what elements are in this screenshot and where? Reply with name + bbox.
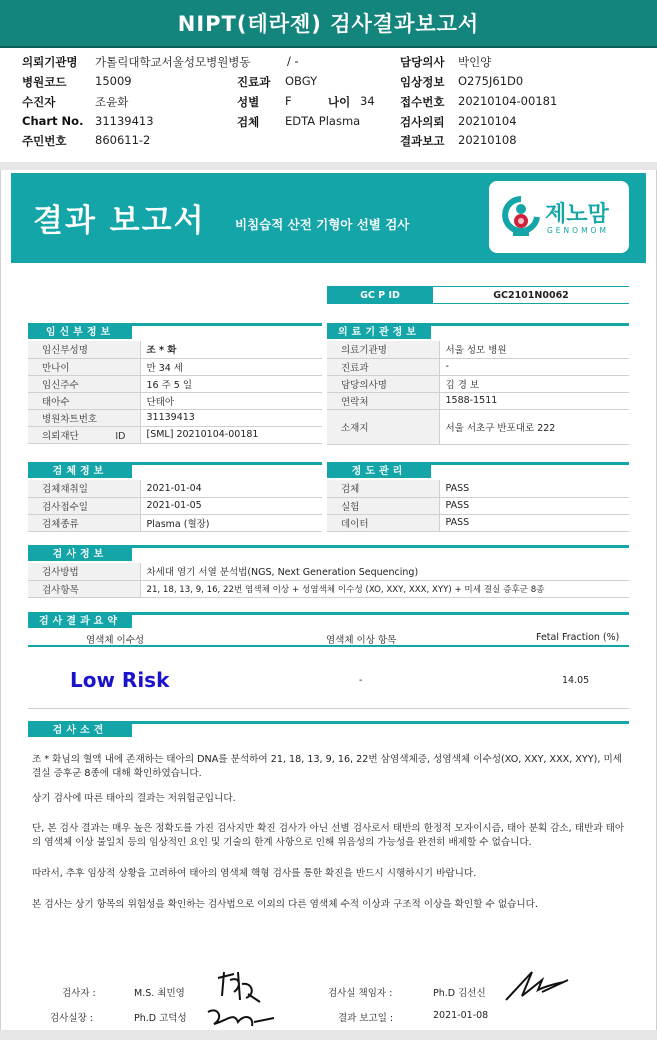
institution-contact-label: 연락처 (327, 392, 439, 409)
genomom-mark-icon (501, 195, 541, 239)
pregnant-info-label: 태아수 (28, 392, 140, 409)
sex-label: 성별 (237, 95, 260, 109)
request-date-value: 20210104 (458, 114, 517, 128)
qc-info-table (327, 480, 629, 532)
institution-department-value: - (439, 358, 629, 375)
qc-experiment-label: 실험 (327, 497, 439, 514)
pregnant-info-value: [SML] 20210104-00181 (140, 426, 322, 443)
specimen-info-table (28, 480, 322, 532)
test-method-label: 검사방법 (28, 563, 140, 580)
lab-chief-name: Ph.D 고덕성 (134, 1013, 187, 1024)
test-method-value: 차세대 염기 서열 분석법(NGS, Next Generation Sequencing) (140, 563, 629, 580)
separator (0, 162, 657, 170)
hospital-code-label: 병원코드 (22, 75, 67, 89)
institution-address-label: 소재지 (327, 409, 439, 444)
table-row (28, 409, 322, 426)
fetal-fraction-value: 14.05 (562, 675, 590, 686)
report-date-value: 20210108 (458, 133, 517, 147)
qc-data-label: 데이터 (327, 514, 439, 531)
section-specimen-header (28, 462, 322, 478)
examinee-value: 조윤화 (95, 95, 129, 109)
receipt-date-label: 검사접수일 (28, 497, 140, 514)
table-row (28, 358, 322, 375)
opinion-paragraph-3: 단, 본 검사 결과는 매우 높은 정확도를 가진 검사지만 확진 검사가 아닌 선별 검사로서 태반의 한정적 모자이시즘, 태아 분획 감소, 태반과 태아의 염색체 이상 불일치 등의 임상적인 요인 및 기술의 한계 사항으로 인해 위음성의 가능성을 완전히 배제할 수 없습니다. (32, 823, 625, 848)
report-date-sign-value: 2021-01-08 (433, 1010, 489, 1021)
pregnant-info-label: 임신부성명 (28, 341, 140, 358)
table-row (28, 392, 322, 409)
pregnant-info-value: 조 * 화 (140, 341, 322, 358)
table-row (327, 392, 629, 409)
institution-name-value: 서울 성모 병원 (439, 341, 629, 358)
section-qc-title: 정도관리 (327, 465, 431, 478)
pregnant-info-value: 단태아 (140, 392, 322, 409)
tester-label: 검사자 : (62, 988, 96, 999)
chart-no-label: Chart No. (22, 114, 84, 128)
table-row (28, 426, 322, 443)
lab-head-signature-icon (502, 966, 572, 1006)
collection-date-value: 2021-01-04 (140, 480, 322, 497)
table-row (28, 563, 629, 580)
table-row (327, 358, 629, 375)
institution-doctor-label: 담당의사명 (327, 375, 439, 392)
institution-department-label: 진료과 (327, 358, 439, 375)
collection-date-label: 검체채취일 (28, 480, 140, 497)
resident-no-value: 860611-2 (95, 133, 151, 147)
opinion-paragraph-4: 따라서, 추후 임상적 상황을 고려하여 태아의 염색체 핵형 검사를 통한 확진을 반드시 시행하시기 바랍니다. (32, 868, 477, 879)
section-institution-header (327, 323, 629, 339)
table-row (327, 497, 629, 514)
specimen-label: 검체 (237, 115, 260, 129)
clinical-info-label: 임상정보 (400, 75, 445, 89)
qc-data-value: PASS (439, 514, 629, 531)
table-row (327, 375, 629, 392)
institution-name-label: 의료기관명 (327, 341, 439, 358)
gcp-id-box (327, 286, 629, 304)
report-date-label: 결과보고 (400, 134, 445, 148)
doctor-value: 박인양 (458, 55, 492, 69)
result-banner (11, 173, 646, 263)
banner-subtitle: 비침습적 산전 기형아 선별 검사 (235, 217, 410, 232)
test-info-table (28, 563, 629, 598)
report-title: NIPT(테라젠) 검사결과보고서 (177, 12, 480, 36)
table-row (327, 409, 629, 444)
resident-no-label: 주민번호 (22, 134, 67, 148)
institution-contact-value: 1588-1511 (439, 392, 629, 409)
summary-divider (28, 708, 629, 709)
receipt-date-value: 2021-01-05 (140, 497, 322, 514)
lab-chief-label: 검사실장 : (50, 1013, 93, 1024)
table-row (28, 480, 322, 497)
genomom-logo (489, 181, 629, 253)
abnormal-items-value: - (359, 675, 363, 686)
opinion-paragraph-1: 조 * 화님의 혈액 내에 존재하는 태아의 DNA를 분석하여 21, 18, 13, 9, 16, 22번 삼염색체증, 성염색체 이수성(XO, XXY, XXX, XYY), 미세 결실 증후군 8종에 대해 확인하였습니다. (32, 754, 622, 779)
pregnant-info-label: 임신주수 (28, 375, 140, 392)
opinion-paragraph-5: 본 검사는 상기 항목의 위험성을 확인하는 검사법으로 이외의 다른 염색체 수적 이상과 구조적 이상을 확인할 수 없습니다. (32, 899, 538, 910)
lab-chief-signature-icon (204, 1004, 276, 1030)
institution-info-table (327, 341, 629, 445)
institution-suffix: / - (287, 54, 299, 68)
tester-name: M.S. 최민영 (134, 988, 185, 999)
banner-title: 결과 보고서 (33, 203, 206, 239)
lab-head-label: 검사실 책임자 : (328, 988, 393, 999)
bottom-bar (0, 1030, 657, 1040)
section-summary-title: 검사결과요약 (28, 615, 132, 628)
chart-no-value: 31139413 (95, 114, 154, 128)
section-opinion-title: 검사소견 (28, 724, 132, 737)
section-pregnant-title: 임신부정보 (28, 326, 132, 339)
section-institution-title: 의료기관정보 (327, 326, 431, 339)
qc-experiment-value: PASS (439, 497, 629, 514)
risk-result: Low Risk (70, 668, 170, 692)
test-items-label: 검사항목 (28, 580, 140, 597)
section-summary-header (28, 612, 629, 628)
pregnant-info-table (28, 341, 322, 444)
age-value: 34 (360, 94, 375, 108)
logo-english: GENOMOM (547, 226, 609, 235)
summary-col-abnormal: 염색체 이상 항목 (326, 635, 397, 646)
table-row (28, 580, 629, 597)
summary-col-aneuploidy: 염색체 이수성 (86, 635, 145, 646)
summary-header-row (28, 629, 629, 647)
institution-value: 가톨릭대학교서울성모병원병동 (95, 55, 251, 69)
opinion-paragraph-2: 상기 검사에 따른 태아의 결과는 저위험군입니다. (32, 793, 236, 804)
receipt-no-label: 접수번호 (400, 95, 445, 109)
table-row (327, 514, 629, 531)
table-row (28, 497, 322, 514)
receipt-no-value: 20210104-00181 (458, 94, 558, 108)
table-row (327, 341, 629, 358)
specimen-type-value: Plasma (혈장) (140, 514, 322, 531)
department-value: OBGY (285, 74, 318, 88)
department-label: 진료과 (237, 75, 271, 89)
pregnant-info-value: 만 34 세 (140, 358, 322, 375)
institution-doctor-value: 김 경 보 (439, 375, 629, 392)
doctor-label: 담당의사 (400, 55, 445, 69)
qc-specimen-label: 검체 (327, 480, 439, 497)
pregnant-info-label: 의뢰재단 ID (28, 426, 140, 443)
institution-address-value: 서울 서초구 반포대로 222 (439, 409, 629, 444)
pregnant-info-label: 만나이 (28, 358, 140, 375)
table-row (327, 480, 629, 497)
report-title-bar (0, 0, 657, 48)
section-specimen-title: 검체정보 (28, 465, 132, 478)
clinical-info-value: O275J61D0 (458, 74, 524, 88)
gcp-id-value: GC2101N0062 (493, 290, 569, 301)
pregnant-info-value: 31139413 (140, 409, 322, 426)
request-date-label: 검사의뢰 (400, 115, 445, 129)
institution-label: 의뢰기관명 (22, 55, 78, 69)
sex-value: F (285, 94, 292, 108)
tester-signature-icon (212, 966, 264, 1006)
section-test-header (28, 545, 629, 561)
table-row (28, 375, 322, 392)
section-test-title: 검사정보 (28, 548, 132, 561)
table-row (28, 341, 322, 358)
logo-korean: 제노맘 (545, 202, 609, 227)
report-date-sign-label: 결과 보고일 : (338, 1013, 394, 1024)
pregnant-info-value: 16 주 5 일 (140, 375, 322, 392)
hospital-code-value: 15009 (95, 74, 132, 88)
pregnant-info-label: 병원차트번호 (28, 409, 140, 426)
specimen-type-label: 검체종류 (28, 514, 140, 531)
test-items-value: 21, 18, 13, 9, 16, 22번 염색체 이상 + 성염색체 이수성 (XO, XXY, XXX, XYY) + 미세 결실 증후군 8종 (140, 580, 629, 597)
specimen-value: EDTA Plasma (285, 114, 361, 128)
section-pregnant-header (28, 323, 322, 339)
qc-specimen-value: PASS (439, 480, 629, 497)
gcp-id-label: GC P ID (327, 287, 433, 304)
section-qc-header (327, 462, 629, 478)
section-opinion-header (28, 721, 629, 737)
lab-head-name: Ph.D 김선신 (433, 988, 486, 999)
age-label: 나이 (328, 95, 351, 109)
table-row (28, 514, 322, 531)
summary-col-fetal-fraction: Fetal Fraction (%) (536, 632, 620, 643)
examinee-label: 수진자 (22, 95, 56, 109)
